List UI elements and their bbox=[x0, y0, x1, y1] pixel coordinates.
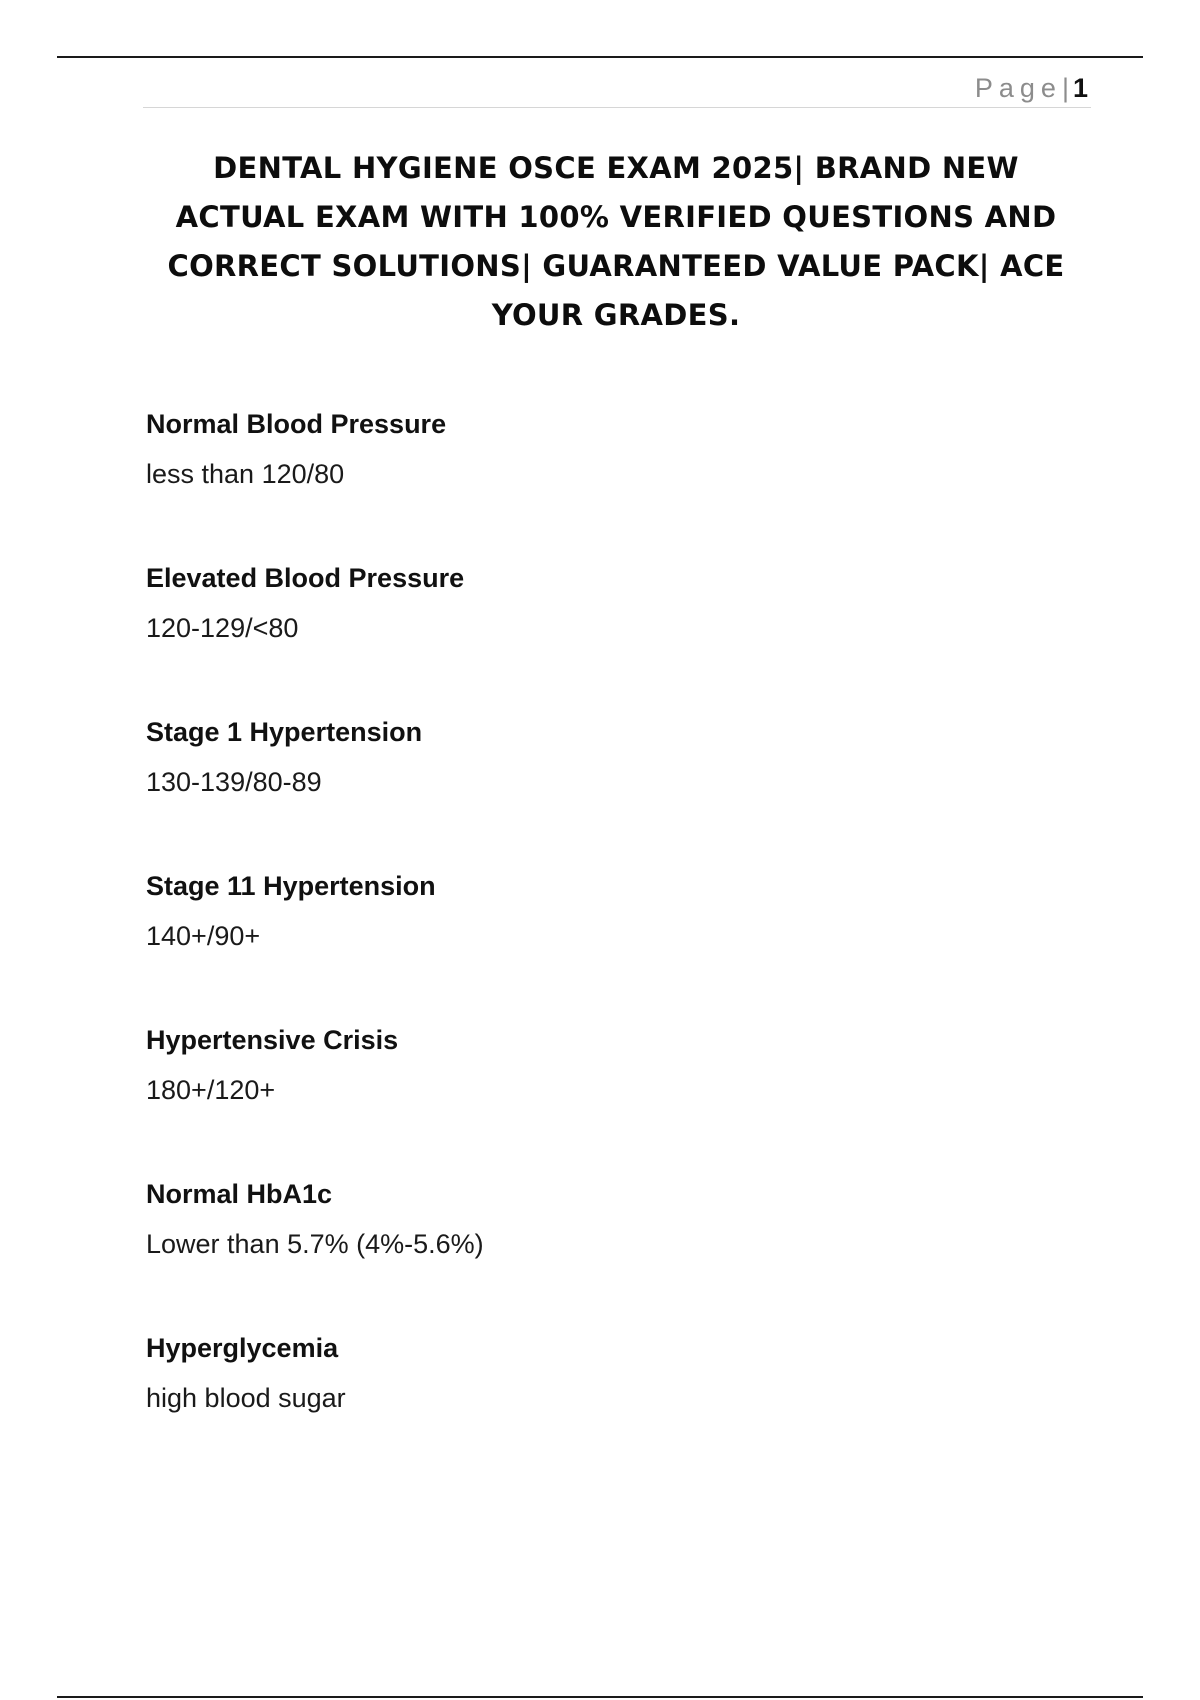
bottom-border-rule bbox=[57, 1696, 1143, 1698]
term-entry bbox=[146, 403, 1046, 557]
term-heading: Hypertensive Crisis bbox=[146, 1025, 399, 1055]
page-word: Page bbox=[974, 73, 1062, 103]
term-definition: less than 120/80 bbox=[146, 459, 345, 489]
term-heading: Stage 11 Hypertension bbox=[146, 871, 436, 901]
term-entry bbox=[146, 711, 1046, 865]
term-list bbox=[146, 403, 1046, 1481]
term-definition: 140+/90+ bbox=[146, 921, 261, 951]
term-entry bbox=[146, 865, 1046, 1019]
term-heading: Stage 1 Hypertension bbox=[146, 717, 423, 747]
term-heading: Normal Blood Pressure bbox=[146, 409, 447, 439]
page-number: 1 bbox=[1072, 73, 1088, 103]
document-title: DENTAL HYGIENE OSCE EXAM 2025| BRAND NEW ACTUAL EXAM WITH 100% VERIFIED QUESTIONS AND CORRECT SOLUTIONS| GUARANTEED VALUE PACK| ACE YOUR GRADES. bbox=[167, 151, 1065, 332]
page-number-label bbox=[975, 72, 1088, 104]
term-definition: high blood sugar bbox=[146, 1383, 346, 1413]
term-heading: Hyperglycemia bbox=[146, 1333, 339, 1363]
page-separator: | bbox=[1061, 73, 1069, 103]
term-entry bbox=[146, 1327, 1046, 1481]
term-definition: Lower than 5.7% (4%-5.6%) bbox=[146, 1229, 484, 1259]
term-entry bbox=[146, 1019, 1046, 1173]
top-border-rule bbox=[57, 56, 1143, 58]
term-heading: Elevated Blood Pressure bbox=[146, 563, 465, 593]
term-heading: Normal HbA1c bbox=[146, 1179, 333, 1209]
term-entry bbox=[146, 557, 1046, 711]
term-definition: 120-129/<80 bbox=[146, 613, 299, 643]
term-definition: 180+/120+ bbox=[146, 1075, 276, 1105]
page-header bbox=[143, 68, 1091, 108]
term-definition: 130-139/80-89 bbox=[146, 767, 322, 797]
term-entry bbox=[146, 1173, 1046, 1327]
